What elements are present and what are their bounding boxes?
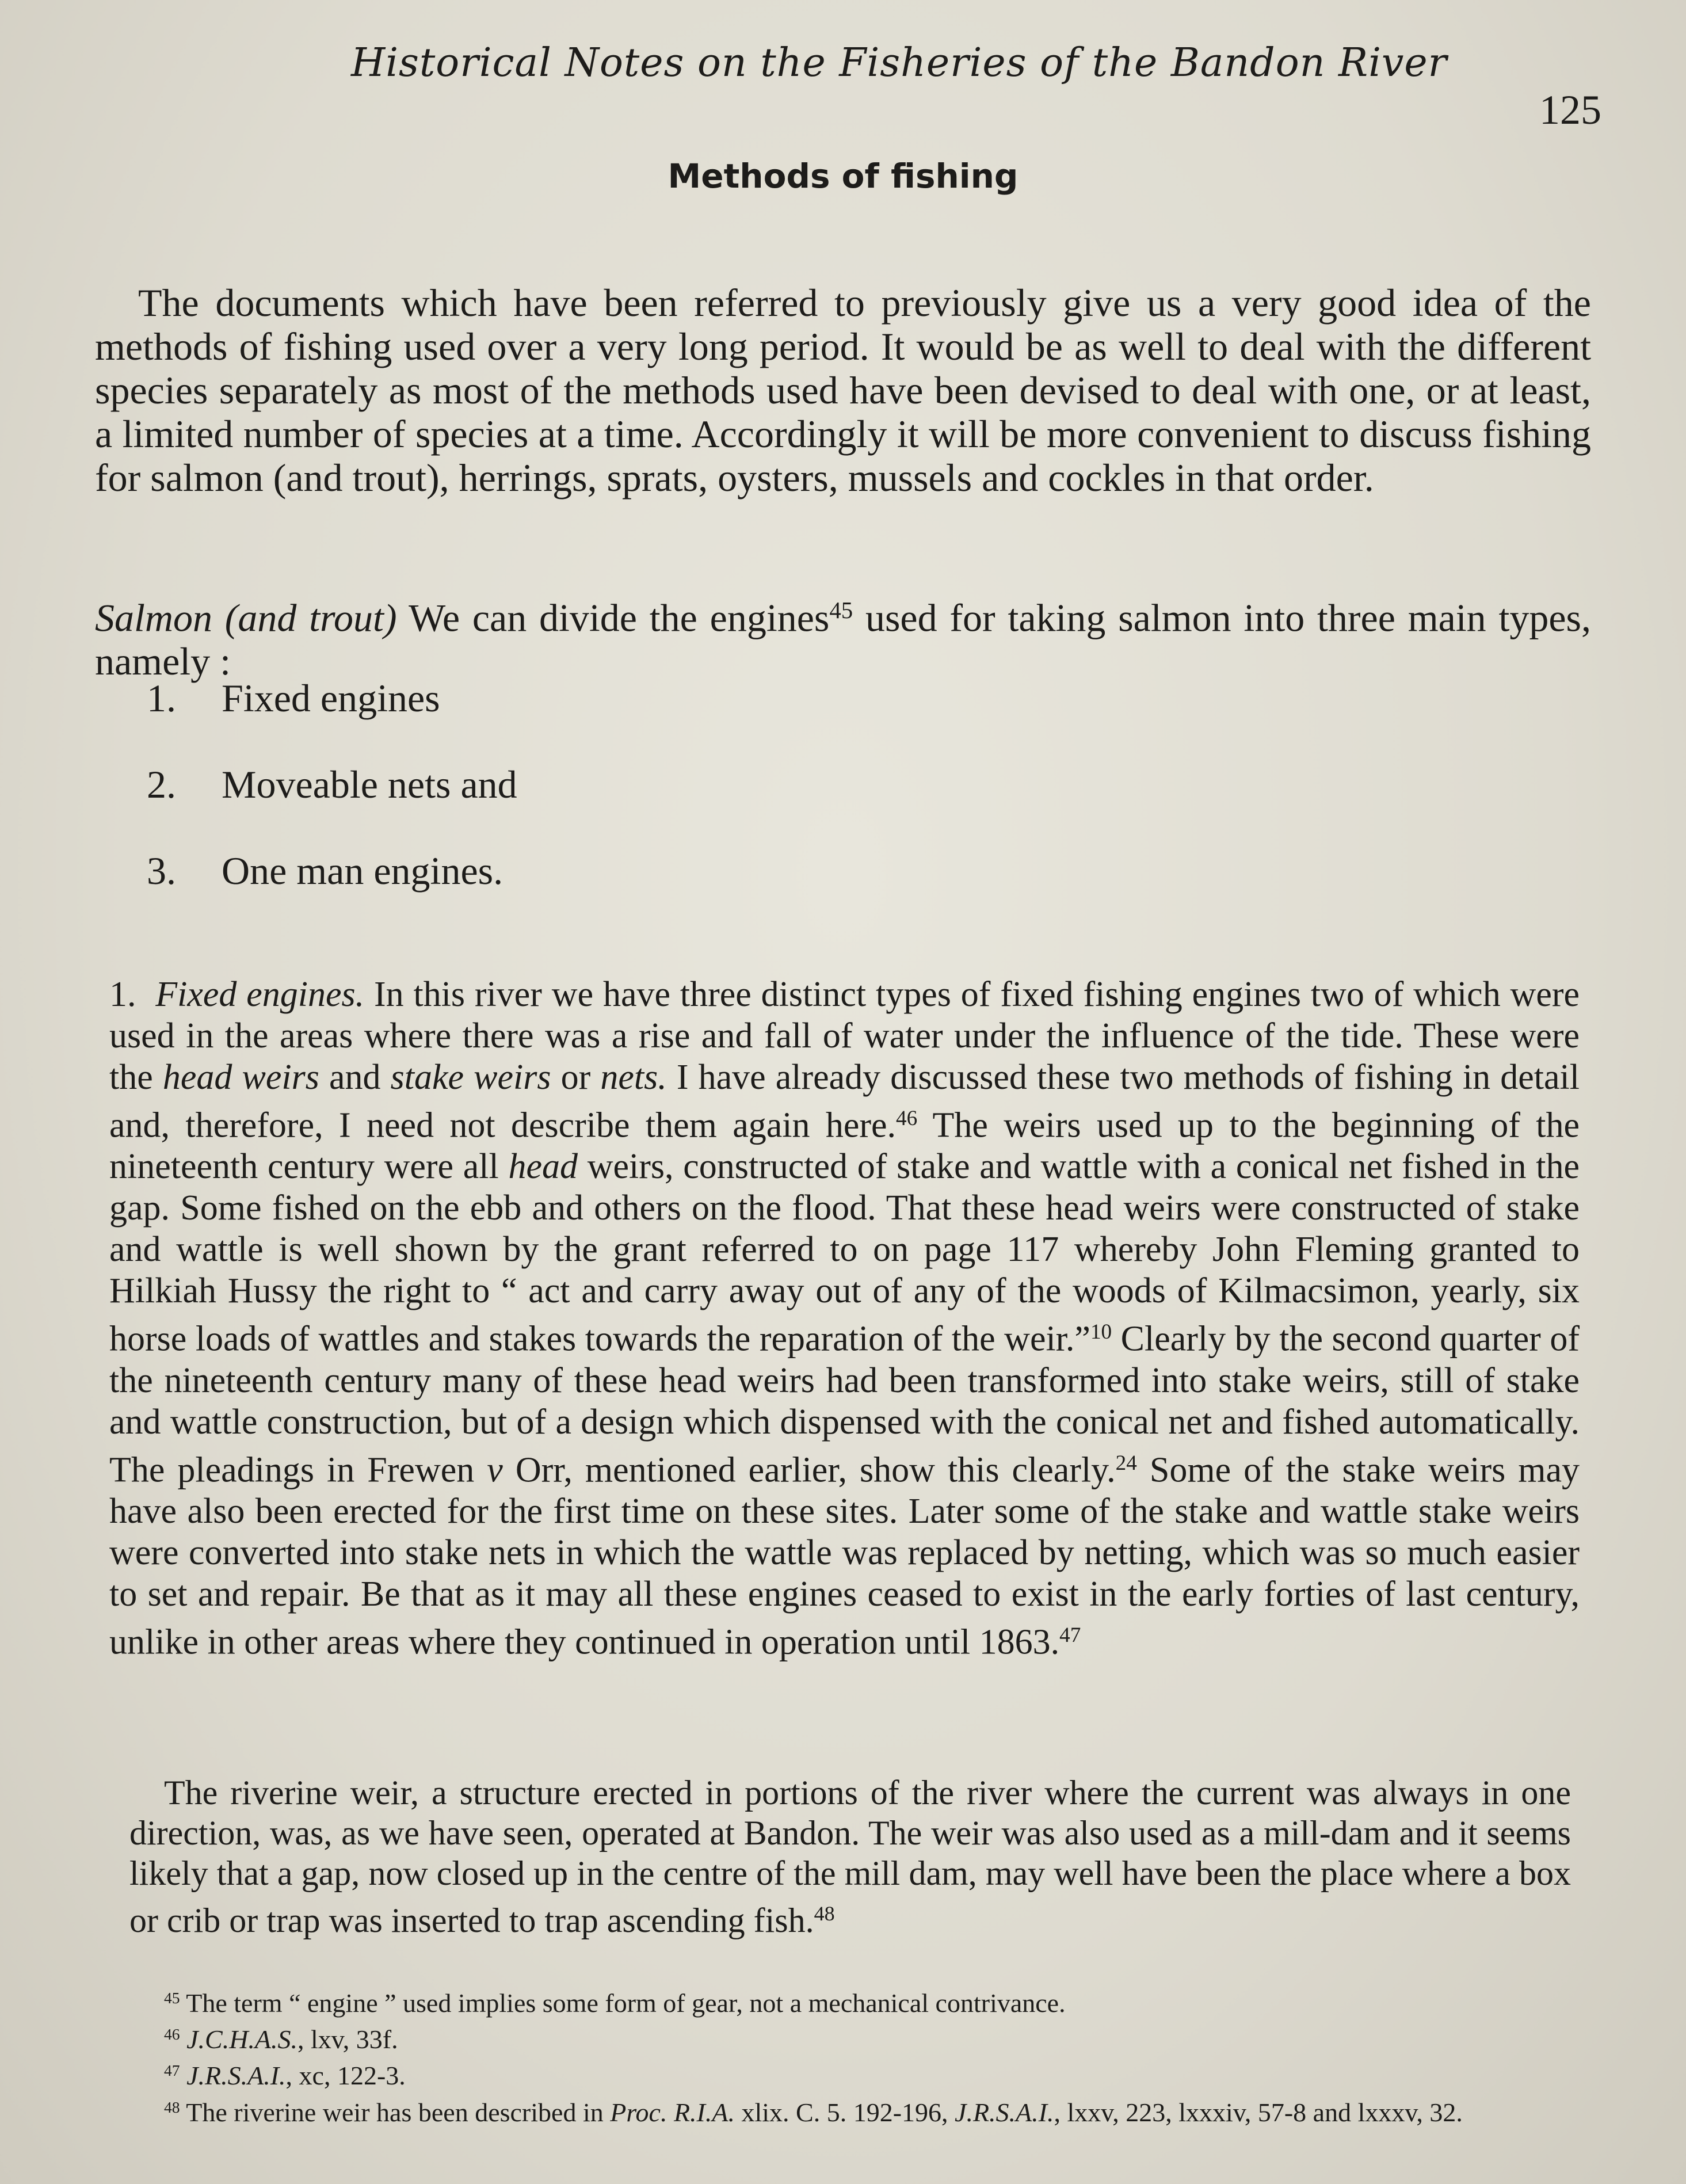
italic-term: head: [508, 1147, 578, 1187]
italic-term: nets.: [600, 1058, 667, 1097]
riverine-weir-paragraph: [129, 1773, 1571, 1941]
footnote-text: xlix. C. 5. 192-196,: [734, 2097, 955, 2127]
paragraph-text: The weirs used up to the beginning of the nineteenth century were all: [109, 1106, 1580, 1187]
fixed-engines-paragraph: [109, 974, 1580, 1663]
running-head: Historical Notes on the Fisheries of the Bandon River: [351, 40, 1448, 86]
footnote-ref-45: 45: [829, 597, 853, 623]
footnote: [164, 2019, 1574, 2055]
paragraph-text: Some of the stake weirs may have also been erected for the first time on these sites. Later some of the stake and wattle stake weirs were converted into stake nets in which the wattle was replaced by netting, which was so much easier to set and repair. Be that as it may all these engines ceased to exist in the early forties of last century, unlike in other areas where they continued in operation until 1863.: [109, 1450, 1580, 1662]
footnote-number: 45: [164, 1989, 180, 2007]
fixed-engines-number: 1.: [109, 975, 136, 1014]
footnote-citation: J.R.S.A.I.: [955, 2097, 1054, 2127]
footnote-ref-10: 10: [1090, 1320, 1112, 1344]
paragraph-text: The riverine weir, a structure erected in portions of the river where the current was always in one direction, was, as we have seen, operated at Bandon. The weir was also used as a mill-dam and it seems likely that a gap, now closed up in the centre of the mill dam, may well have been the place where a box or crib or trap was inserted to trap ascending fish.: [129, 1774, 1571, 1939]
list-item-label: Fixed engines: [222, 676, 440, 720]
section-title: Methods of fishing: [667, 157, 1019, 196]
list-item-label: One man engines.: [222, 849, 503, 893]
salmon-paragraph: [95, 589, 1591, 683]
salmon-heading: Salmon (and trout): [95, 596, 397, 640]
salmon-text-before: We can divide the engines: [396, 596, 830, 640]
fixed-engines-heading: Fixed engines.: [155, 975, 365, 1014]
engine-types-list: [147, 676, 517, 935]
paragraph-text: In this river we have three distinct types of fixed fishing engines two of which were used in the areas where there was a rise and fall of water under the influence of the tide. These were the: [109, 975, 1580, 1097]
italic-term: v: [487, 1450, 503, 1490]
footnote-ref-24: 24: [1115, 1451, 1137, 1475]
italic-term: stake weirs: [390, 1058, 551, 1097]
footnote-ref-46: 46: [896, 1107, 918, 1130]
footnote-text: The term “ engine ” used implies some form of gear, not a mechanical contrivance.: [186, 1988, 1066, 2018]
footnote-text: , lxxv, 223, lxxxiv, 57-8 and lxxxv, 32.: [1054, 2097, 1463, 2127]
footnote-citation: Proc. R.I.A.: [610, 2097, 735, 2127]
footnote-number: 48: [164, 2098, 180, 2116]
list-item-number: 1.: [147, 676, 176, 720]
list-item-label: Moveable nets and: [222, 763, 517, 806]
footnotes: [164, 1983, 1574, 2128]
footnote-number: 46: [164, 2025, 180, 2044]
footnote-ref-47: 47: [1059, 1623, 1081, 1648]
footnote-ref-48: 48: [814, 1902, 835, 1925]
list-item: [147, 676, 517, 720]
footnote-text: , lxv, 33f.: [297, 2025, 398, 2055]
italic-term: head weirs: [162, 1058, 319, 1097]
list-item: [147, 849, 517, 893]
paragraph-text: weirs, constructed of stake and wattle with a conical net fished in the gap. Some fished on the ebb and others on the flood. That these head weirs were constructed of stake and wattle is well shown by the grant referred to on page 117 whereby John Fleming granted to Hilkiah Hussy the right to “ act and carry away out of any of the woods of Kilmacsimon, yearly, six horse loads of wattles and stakes towards the reparation of the weir.”: [109, 1147, 1580, 1359]
footnote-number: 47: [164, 2061, 180, 2080]
list-item-number: 3.: [147, 849, 176, 893]
footnote: [164, 2092, 1574, 2128]
page-number: 125: [1539, 87, 1601, 133]
footnote-text: , xc, 122-3.: [285, 2061, 406, 2091]
paragraph-text: and: [319, 1058, 391, 1097]
footnote-citation: J.C.H.A.S.: [186, 2025, 298, 2055]
footnote: [164, 2055, 1574, 2091]
paragraph-text: Clearly by the second quarter of the nineteenth century many of these head weirs had been transformed into stake weirs, still of stake and wattle construction, but of a design which dispensed with the conical net and fished automatically. The pleadings in Frewen: [109, 1319, 1580, 1490]
paragraph-text: I have already discussed these two methods of fishing in detail and, therefore, I need not describe them again here.: [109, 1058, 1580, 1145]
list-item-number: 2.: [147, 763, 176, 806]
intro-paragraph: The documents which have been referred to previously give us a very good idea of the methods of fishing used over a very long period. It would be as well to deal with the different species separately as most of the methods used have been devised to deal with one, or at least, a limited number of species at a time. Accordingly it will be more convenient to discuss fishing for salmon (and trout), herrings, sprats, oysters, mussels and cockles in that order.: [95, 281, 1591, 500]
paragraph-text: Orr, mentioned earlier, show this clearly.: [502, 1450, 1116, 1490]
salmon-text-after: used for taking salmon into three main types, namely :: [95, 596, 1591, 684]
footnote: [164, 1983, 1574, 2019]
footnote-citation: J.R.S.A.I.: [186, 2061, 286, 2091]
footnote-text: The riverine weir has been described in: [186, 2097, 611, 2127]
list-item: [147, 763, 517, 806]
paragraph-text: or: [551, 1058, 601, 1097]
